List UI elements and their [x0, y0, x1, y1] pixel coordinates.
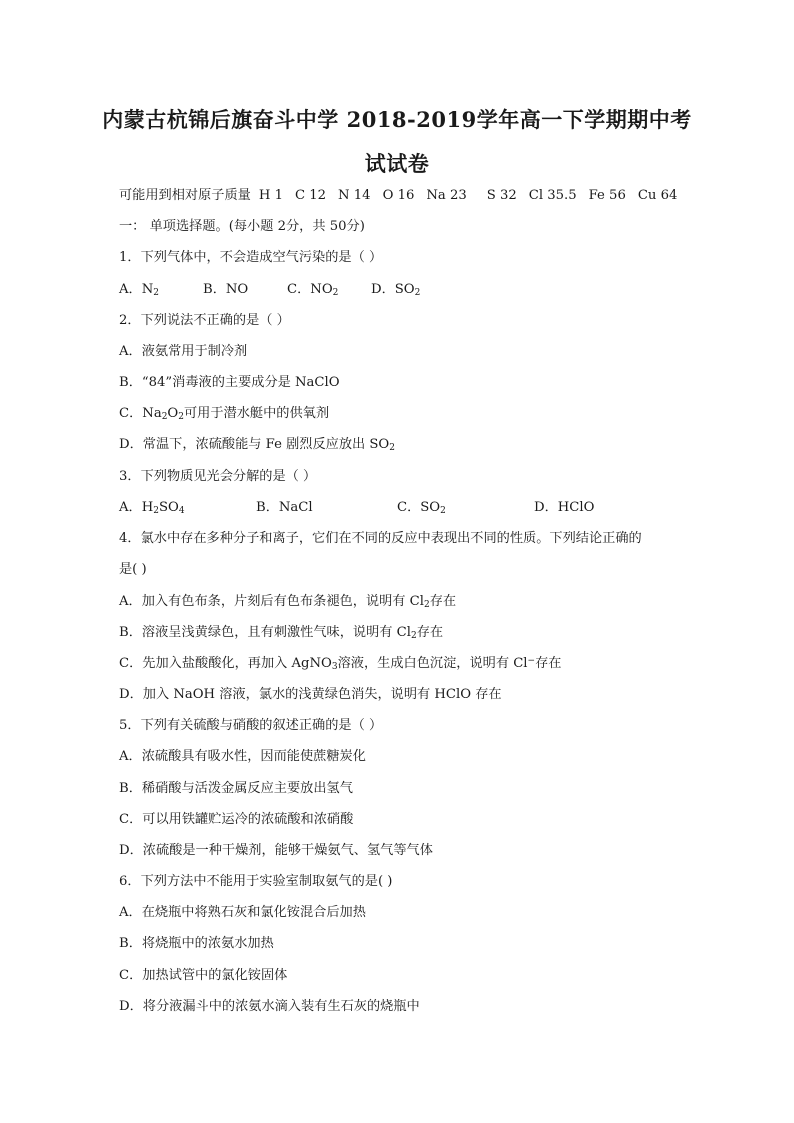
question-6-option-c: C．加热试管中的氯化铵固体: [119, 968, 288, 983]
question-2-stem: 2．下列说法不正确的是（ ）: [119, 313, 290, 328]
question-4-option-d: D．加入 NaOH 溶液，氯水的浅黄绿色消失，说明有 HClO 存在: [119, 687, 502, 702]
question-6-option-b: B．将烧瓶中的浓氨水加热: [119, 936, 274, 951]
option-a: A．$N_2$: [119, 282, 159, 298]
option-a: A．$H_2SO_4$: [119, 500, 185, 516]
question-4-option-a: A．加入有色布条，片刻后有色布条褪色，说明有 $Cl_2$存在: [119, 594, 457, 610]
question-4-stem-line1: 4．氯水中存在多种分子和离子，它们在不同的反应中表现出不同的性质。下列结论正确的: [119, 531, 642, 546]
question-4-option-b: B．溶液呈浅黄绿色，且有刺激性气味，说明有 $Cl_2$存在: [119, 625, 444, 641]
atomic-mass-item: N 14: [338, 188, 371, 203]
exam-title-line2: 试试卷: [364, 151, 430, 176]
question-2-option-b: B．“84”消毒液的主要成分是 NaClO: [119, 375, 340, 390]
option-d: D．$SO_2$: [371, 282, 421, 298]
question-5-option-a: A．浓硫酸具有吸水性，因而能使蔗糖炭化: [119, 749, 366, 764]
atomic-mass-item: C 12: [294, 188, 327, 203]
atomic-mass-item: Cl 35.5: [528, 188, 577, 203]
atomic-masses: [119, 186, 689, 206]
question-5-option-b: B．稀硝酸与活泼金属反应主要放出氢气: [119, 781, 353, 796]
atomic-mass-item: S 32: [486, 188, 517, 203]
question-6-option-d: D．将分液漏斗中的浓氨水滴入装有生石灰的烧瓶中: [119, 999, 420, 1014]
atomic-mass-item: Cu 64: [637, 188, 678, 203]
option-d: D．HClO: [534, 500, 595, 515]
atomic-mass-item: H 1: [258, 188, 283, 203]
option-b: B．NO: [203, 282, 249, 297]
question-2-option-d: D．常温下，浓硫酸能与 Fe 剧烈反应放出 $SO_2$: [119, 437, 395, 453]
atomic-mass-item: O 16: [382, 188, 415, 203]
question-6-option-a: A．在烧瓶中将熟石灰和氯化铵混合后加热: [119, 905, 366, 920]
question-2-option-a: A．液氨常用于制冷剂: [119, 344, 248, 359]
question-4-stem-line2: 是( ): [119, 562, 147, 577]
question-3-stem: 3．下列物质见光会分解的是（ ）: [119, 469, 317, 484]
exam-title-line1: 内蒙古杭锦后旗奋斗中学 2018-2019学年高一下学期期中考: [102, 107, 692, 132]
question-6-stem: 6．下列方法中不能用于实验室制取氨气的是( ): [119, 874, 393, 889]
option-c: C．$SO_2$: [397, 500, 446, 516]
option-c: C．$NO_2$: [287, 282, 339, 298]
question-4-option-c: C．先加入盐酸酸化，再加入 AgNO$_3$溶液，生成白色沉淀，说明有 Cl−存在: [119, 656, 562, 672]
atomic-mass-item: Na 23: [426, 188, 467, 203]
question-5-stem: 5．下列有关硫酸与硝酸的叙述正确的是（ ）: [119, 718, 383, 733]
question-5-option-d: D．浓硫酸是一种干燥剂，能够干燥氨气、氢气等气体: [119, 843, 433, 858]
section-heading: 一： 单项选择题。(每小题 2分，共 50分): [119, 219, 365, 234]
question-2-option-c: C．$Na_2O_2$可用于潜水艇中的供氧剂: [119, 406, 330, 422]
atomic-masses-label: 可能用到相对原子质量: [119, 188, 251, 203]
option-b: B．NaCl: [256, 500, 313, 515]
question-1-stem: 1．下列气体中，不会造成空气污染的是（ ）: [119, 250, 383, 265]
question-5-option-c: C．可以用铁罐贮运冷的浓硫酸和浓硝酸: [119, 812, 354, 827]
atomic-mass-item: Fe 56: [588, 188, 626, 203]
